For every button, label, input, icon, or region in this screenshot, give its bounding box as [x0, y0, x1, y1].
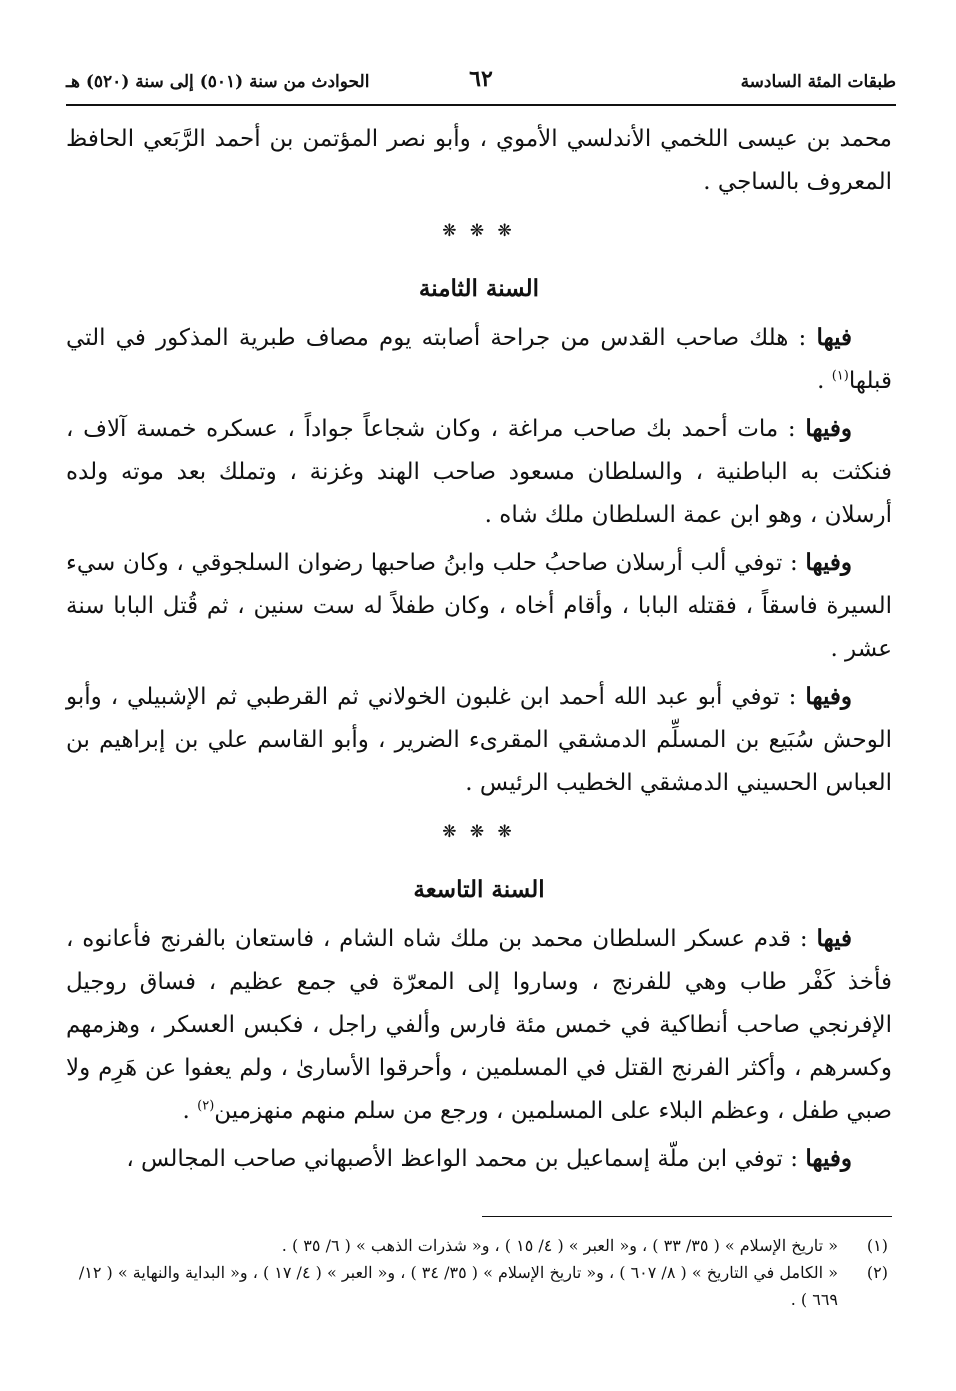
- paragraph-text: : هلك صاحب القدس من جراحة أصابته يوم مصاف طبرية المذكور في التي قبلها: [66, 325, 892, 394]
- footnote-divider: [482, 1216, 892, 1217]
- paragraph-lead: وفيها: [805, 1145, 852, 1172]
- footnote-ref[interactable]: (٢): [197, 1098, 215, 1114]
- paragraph-lead: فيها: [816, 925, 852, 952]
- section-title-year-9: السنة التاسعة: [413, 876, 545, 903]
- paragraph-text: : مات أحمد بك صاحب مراغة ، وكان شجاعاً جواداً ، عسكره خمسة آلاف ، فنكثت به الباطنية ، والسلطان مسعود صاحب الهند وغزنة ، وتملك بعد موته ولده أرسلان ، وهو ابن عمة السلطان ملك شاه .: [66, 416, 892, 528]
- footnote-number: (١): [866, 1236, 888, 1255]
- paragraph-text: : قدم عسكر السلطان محمد بن ملك شاه الشام ، فاستعان بالفرنج فأعانوه ، فأخذ كَفْر طاب وهي للفرنج ، وساروا إلى المعرّة في جمع عظيم ، فساق روجيل الإفرنجي صاحب أنطاكية في خمس مئة فارس وألفي راجل ، فكبس العسكر ، وهزمهم وكسرهم ، وأكثر الفرنج القتل في المسلمين ، وأحرقوا الأسارىٰ ، ولم يعفوا عن هَرِم ولا صبي طفل ، وعظم البلاء على المسلمين ، ورجع من سلم منهم منهزمين: [66, 926, 892, 1124]
- page-number: ٦٢: [469, 66, 493, 92]
- paragraph-text: : توفي ابن ملّة إسماعيل بن محمد الواعظ الأصبهاني صاحب المجالس ،: [126, 1146, 806, 1172]
- paragraph-text: : توفي ألب أرسلان صاحبُ حلب وابنُ صاحبها رضوان السلجوقي ، وكان سيء السيرة فاسقاً ، فقتله البابا ، وأقام أخاه ، وكان طفلاً له ست سنين ، ثم قُتل البابا سنة عشر .: [66, 550, 892, 662]
- section-separator: ❋ ❋ ❋: [442, 822, 516, 842]
- paragraph: [66, 541, 892, 671]
- book-title: طبقات المئة السادسة: [740, 72, 896, 92]
- paragraph: [66, 1137, 892, 1181]
- footnote-number: (٢): [866, 1263, 888, 1282]
- section-title-year-8: السنة الثامنة: [418, 275, 540, 302]
- paragraph-tail: .: [182, 1098, 198, 1124]
- paragraph-lead: وفيها: [805, 683, 852, 710]
- paragraph: [66, 407, 892, 537]
- paragraph: [66, 316, 892, 403]
- footnote: [66, 1259, 892, 1313]
- main-text: [66, 118, 892, 1185]
- section-separator: ❋ ❋ ❋: [442, 221, 516, 241]
- footnote-text: « الكامل في التاريخ » ( ٨/ ٦٠٧ ) ، و« تاريخ الإسلام » ( ٣٥/ ٣٤ ) ، و« العبر » ( ٤/ ١٧ ) ، و« البداية والنهاية » ( ١٢/ ٦٦٩ ) .: [78, 1263, 838, 1309]
- intro-paragraph: محمد بن عيسى اللخمي الأندلسي الأموي ، وأبو نصر المؤتمن بن أحمد الرَّبَعي الحافظ المعروف بالساجي .: [66, 126, 892, 195]
- chapter-title: الحوادث من سنة (٥٠١) إلى سنة (٥٢٠) هـ: [66, 72, 370, 92]
- paragraph: [66, 675, 892, 805]
- paragraph-tail: .: [817, 368, 832, 394]
- footnote-ref[interactable]: (١): [831, 368, 849, 384]
- paragraph-lead: وفيها: [805, 415, 852, 442]
- footnote: [66, 1232, 892, 1259]
- header-divider: [66, 104, 896, 106]
- footnotes: [66, 1232, 892, 1313]
- paragraph-text: : توفي أبو عبد الله أحمد ابن غلبون الخولاني ثم القرطبي ثم الإشبيلي ، وأبو الوحش سُبَيع بن المسلِّم الدمشقي المقرىء الضرير ، وأبو القاسم علي بن إبراهيم بن العباس الحسيني الدمشقي الخطيب الرئيس .: [66, 684, 892, 796]
- paragraph-lead: فيها: [816, 324, 852, 351]
- footnote-text: « تاريخ الإسلام » ( ٣٥/ ٣٣ ) ، و« العبر » ( ٤/ ١٥ ) ، و« شذرات الذهب » ( ٦/ ٣٥ ) .: [281, 1236, 838, 1255]
- page-header: [66, 66, 896, 100]
- paragraph: [66, 917, 892, 1133]
- paragraph-lead: وفيها: [805, 549, 852, 576]
